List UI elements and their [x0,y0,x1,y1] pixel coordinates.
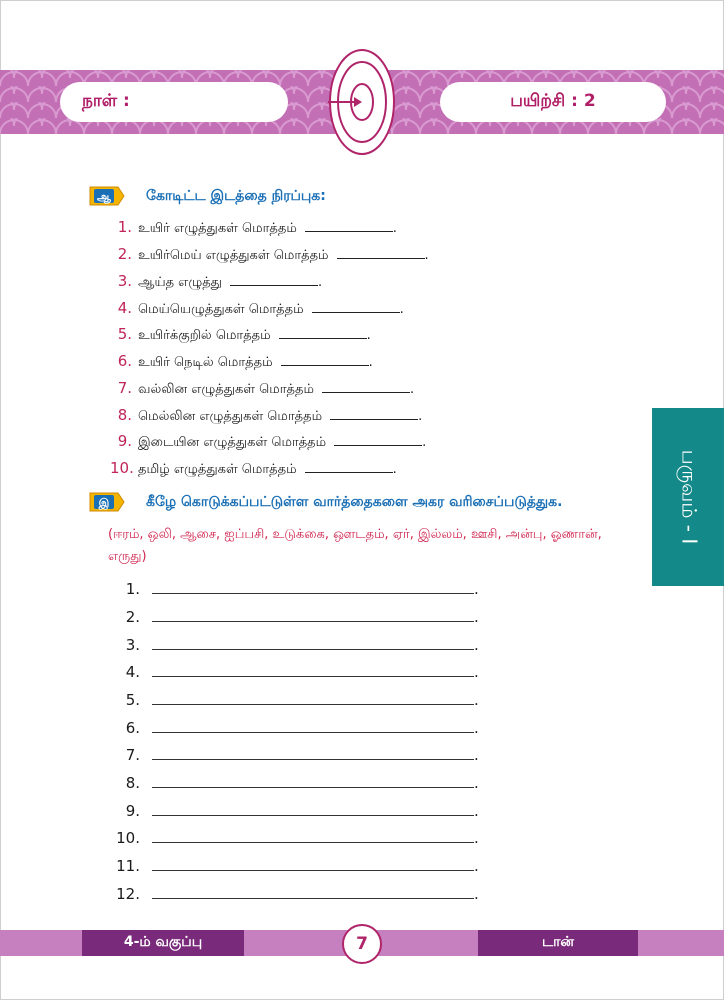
question-5: 5. உயிர்க்குறில் மொத்தம் . [110,325,371,344]
answer-line[interactable]: 9. . [125,802,479,820]
question-text: ஆய்த எழுத்து [138,275,222,290]
page-number: 7 [342,924,382,964]
question-3: 3. ஆய்த எழுத்து . [110,272,322,291]
term-label: பருவம் - I [677,449,702,545]
answer-line[interactable]: 5. . [125,691,479,709]
question-text: மெல்லின எழுத்துகள் மொத்தம் [138,409,323,424]
section-i-title: கீழே கொடுக்கப்பட்டுள்ள வார்த்தைகளை அகர வரிசைப்படுத்துக. [146,494,563,510]
question-text: வல்லின எழுத்துகள் மொத்தம் [138,382,314,397]
answer-line[interactable]: 4. . [125,663,479,681]
question-number: 2. [117,245,132,263]
answer-line[interactable]: 11. . [116,857,479,875]
answer-line[interactable]: 6. . [125,719,479,737]
answer-blank[interactable] [279,326,367,339]
question-text: உயிர்க்குறில் மொத்தம் [138,328,271,343]
svg-text:ஆ: ஆ [97,190,111,204]
answer-blank[interactable] [230,273,318,286]
exercise-label: பயிற்சி : 2 [510,91,596,111]
grade-label: 4-ம் வகுப்பு [82,930,244,956]
question-9: 9. இடையின எழுத்துகள் மொத்தம் . [110,432,426,451]
question-text: தமிழ் எழுத்துகள் மொத்தம் [138,462,297,477]
question-number: 8. [117,406,132,424]
question-text: உயிர்மெய் எழுத்துகள் மொத்தம் [138,248,329,263]
svg-text:இ: இ [98,496,110,510]
question-text: உயிர் எழுத்துகள் மொத்தம் [138,221,297,236]
question-text: உயிர் நெடில் மொத்தம் [138,355,273,370]
answer-line[interactable]: 10. . [116,829,479,847]
question-number: 4. [117,299,132,317]
section-badge-icon [88,184,126,208]
answer-blank[interactable] [305,219,393,232]
question-text: இடையின எழுத்துகள் மொத்தம் [138,435,327,450]
brand-label: டான் [478,930,638,956]
answer-blank[interactable] [281,353,369,366]
answer-line[interactable]: 8. . [125,774,479,792]
date-label: நாள் : [82,91,130,111]
answer-blank[interactable] [337,246,425,259]
answer-blank[interactable] [305,460,393,473]
question-number: 5. [117,325,132,343]
answer-line[interactable]: 2. . [125,608,479,626]
answer-blank[interactable] [322,380,410,393]
answer-line[interactable]: 3. . [125,636,479,654]
question-4: 4. மெய்யெழுத்துகள் மொத்தம் . [110,299,404,318]
question-10: 10. தமிழ் எழுத்துகள் மொத்தம் . [110,459,397,477]
term-side-tab [652,408,724,586]
question-7: 7. வல்லின எழுத்துகள் மொத்தம் . [110,379,414,398]
section-badge-icon [88,490,126,514]
word-list: (ஈரம், ஒலி, ஆசை, ஐப்பசி, உடுக்கை, ஔடதம், ஏர், இல்லம், ஊசி, அன்பு, ஓணான், எருது) [108,527,602,564]
question-number: 6. [117,352,132,370]
question-number: 9. [117,432,132,450]
section-aa-title: கோடிட்ட இடத்தை நிரப்புக: [146,188,326,204]
question-2: 2. உயிர்மெய் எழுத்துகள் மொத்தம் . [110,245,429,264]
question-number: 3. [117,272,132,290]
answer-blank[interactable] [312,300,400,313]
question-text: மெய்யெழுத்துகள் மொத்தம் [138,302,304,317]
exercise-field [442,84,664,120]
answer-blank[interactable] [330,407,418,420]
answer-line[interactable]: 1. . [125,580,479,598]
question-number: 7. [117,379,132,397]
question-6: 6. உயிர் நெடில் மொத்தம் . [110,352,373,371]
question-8: 8. மெல்லின எழுத்துகள் மொத்தம் . [110,406,422,425]
question-number: 10. [110,459,134,477]
answer-line[interactable]: 12. . [116,885,479,903]
answer-blank[interactable] [334,433,422,446]
target-icon [328,48,400,160]
question-1: 1. உயிர் எழுத்துகள் மொத்தம் . [110,218,397,237]
date-field[interactable] [62,84,286,120]
answer-line[interactable]: 7. . [125,746,479,764]
question-number: 1. [117,218,132,236]
